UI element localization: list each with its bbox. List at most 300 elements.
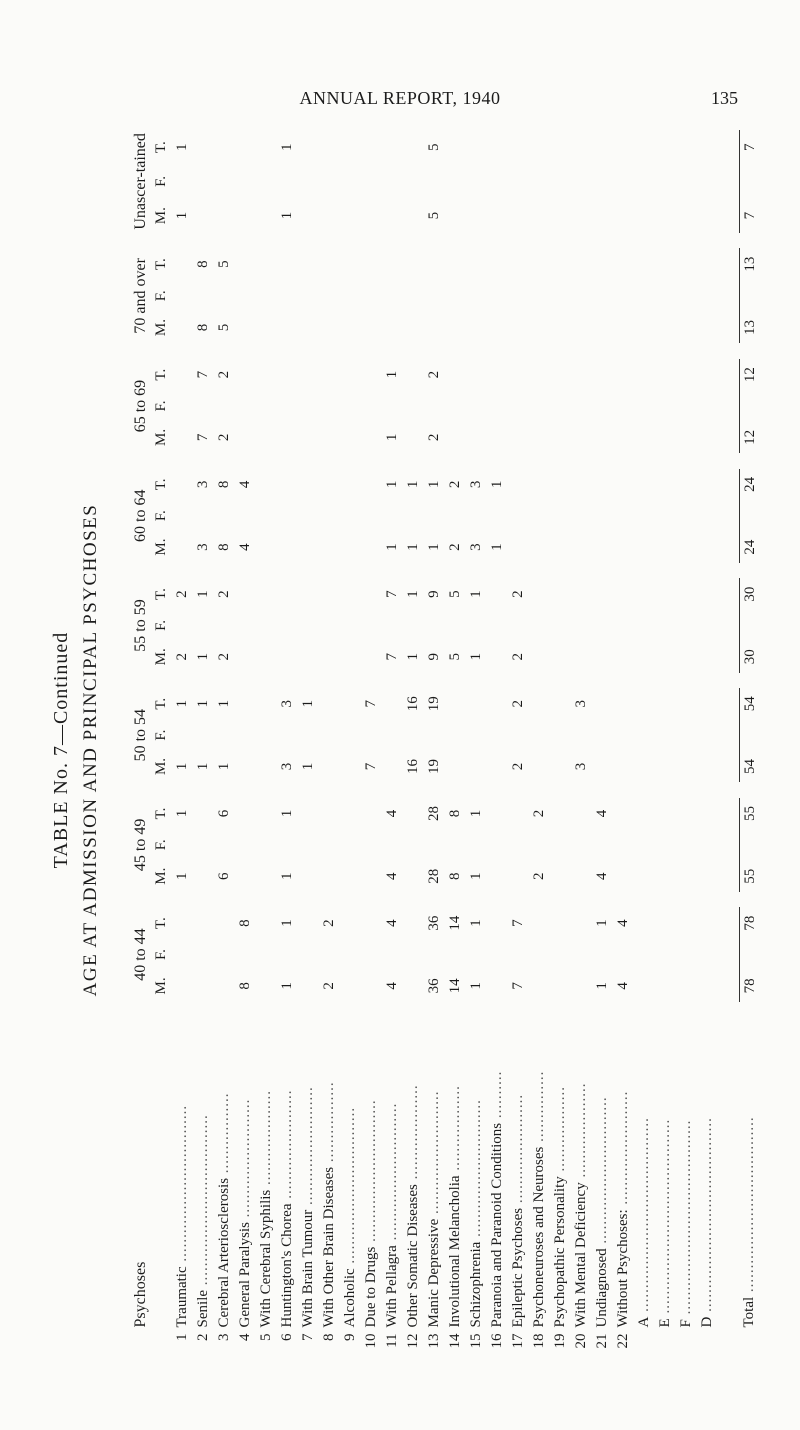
table-cell: [613, 719, 634, 750]
table-cell: [592, 578, 613, 609]
table-cell: 2: [216, 590, 232, 598]
table-cell: [235, 688, 256, 719]
table-cell: [592, 164, 613, 198]
sex-header: T.: [153, 917, 169, 930]
table-row: [403, 130, 424, 1360]
table-cell: [676, 719, 697, 750]
table-cell: [655, 688, 676, 719]
table-cell: [298, 970, 319, 1002]
table-cell: [529, 312, 550, 344]
row-label: With Cerebral Syphilis ....................: [258, 1090, 274, 1328]
table-cell: [445, 359, 466, 390]
table-cell: [340, 688, 361, 719]
table-cell: [676, 280, 697, 312]
table-cell: [298, 199, 319, 233]
table-cell: [676, 907, 697, 938]
table-cell: [676, 970, 697, 1002]
table-cell: [592, 688, 613, 719]
table-cell: [613, 860, 634, 892]
table-cell: 5: [216, 260, 232, 268]
table-cell: [424, 248, 445, 280]
table-cell: [172, 970, 193, 1002]
table-cell: [214, 939, 235, 970]
table-cell: [361, 248, 382, 280]
total-rule: [718, 130, 739, 1360]
table-cell: [172, 907, 193, 938]
table-cell: [319, 359, 340, 390]
table-cell: [319, 469, 340, 500]
table-cell: [445, 199, 466, 233]
table-cell: [529, 469, 550, 500]
table-cell: [340, 578, 361, 609]
total-cell: [739, 500, 761, 531]
table-cell: [298, 164, 319, 198]
table-cell: [319, 641, 340, 673]
table-cell: [214, 970, 235, 1002]
table-cell: 3: [573, 762, 589, 771]
table-cell: [214, 719, 235, 750]
table-cell: [298, 422, 319, 454]
table-cell: [529, 531, 550, 563]
table-cell: 4: [615, 919, 631, 927]
total-cell: 12: [741, 429, 758, 445]
table-cell: [172, 359, 193, 390]
row-number: [676, 1330, 697, 1360]
table-cell: [424, 610, 445, 641]
table-cell: [361, 829, 382, 860]
table-cell: [193, 939, 214, 970]
table-cell: [277, 829, 298, 860]
table-cell: [571, 641, 592, 673]
table-cell: [172, 312, 193, 344]
table-row: [235, 130, 256, 1360]
table-cell: 1: [384, 370, 400, 379]
table-cell: 1: [174, 211, 190, 220]
table-cell: 1: [468, 653, 484, 661]
table-row: [277, 130, 298, 1360]
table-cell: [361, 500, 382, 531]
table-cell: [277, 578, 298, 609]
table-cell: [445, 422, 466, 454]
table-cell: [361, 860, 382, 892]
table-cell: [235, 422, 256, 454]
total-cell: 7: [741, 211, 758, 220]
table-cell: [571, 164, 592, 198]
table-cell: [256, 860, 277, 892]
table-cell: [634, 578, 655, 609]
row-number: 9: [342, 1333, 358, 1341]
table-cell: [550, 578, 571, 609]
table-cell: [340, 907, 361, 938]
table-cell: [634, 939, 655, 970]
table-cell: 1: [174, 872, 190, 880]
total-cell: 7: [741, 143, 758, 151]
table-cell: [676, 500, 697, 531]
table-cell: [676, 939, 697, 970]
table-cell: [697, 164, 718, 198]
table-cell: 16: [405, 696, 421, 712]
table-cell: [466, 829, 487, 860]
table-cell: [592, 248, 613, 280]
table-cell: 4: [384, 809, 400, 818]
table-cell: [550, 390, 571, 421]
sex-header: M.: [153, 319, 169, 337]
table-cell: [655, 829, 676, 860]
table-cell: [361, 422, 382, 454]
row-label: Epileptic Psychoses .......................: [510, 1093, 526, 1328]
table-cell: [487, 970, 508, 1002]
table-cell: [697, 312, 718, 344]
table-cell: [508, 312, 529, 344]
table-cell: 8: [195, 260, 211, 268]
table-cell: [655, 359, 676, 390]
table-cell: 2: [216, 653, 232, 661]
table-cell: 4: [615, 982, 631, 990]
table-cell: [214, 280, 235, 312]
table-cell: [487, 907, 508, 938]
table-cell: [676, 798, 697, 829]
sex-header: T.: [153, 478, 169, 491]
table-row: [487, 130, 508, 1360]
table-cell: [592, 939, 613, 970]
sex-header: F.: [153, 949, 169, 960]
table-cell: [193, 164, 214, 198]
table-cell: [382, 199, 403, 233]
table-cell: [193, 199, 214, 233]
table-cell: 1: [405, 590, 421, 598]
table-cell: [634, 798, 655, 829]
table-cell: [487, 719, 508, 750]
table-cell: [550, 610, 571, 641]
table-cell: [613, 469, 634, 500]
table-cell: [634, 248, 655, 280]
table-cell: [613, 390, 634, 421]
table-cell: [424, 390, 445, 421]
table-cell: 1: [384, 543, 400, 551]
table-cell: [403, 907, 424, 938]
table-cell: 1: [216, 700, 232, 708]
table-cell: [550, 860, 571, 892]
table-cell: [634, 390, 655, 421]
table-cell: [277, 248, 298, 280]
table-cell: [319, 164, 340, 198]
table-cell: [403, 798, 424, 829]
table-cell: [235, 751, 256, 783]
table-row: [172, 130, 193, 1360]
table-cell: [697, 578, 718, 609]
sex-header: F.: [153, 839, 169, 851]
table-cell: 1: [489, 543, 505, 551]
table-body: [172, 130, 761, 1360]
table-cell: [235, 199, 256, 233]
table-cell: [340, 641, 361, 673]
total-cell: 24: [741, 476, 758, 492]
table-cell: [403, 970, 424, 1002]
row-label: Schizophrenia .............................: [468, 1099, 484, 1328]
table-cell: [697, 500, 718, 531]
table-cell: [256, 610, 277, 641]
table-cell: [676, 248, 697, 280]
table-cell: [676, 199, 697, 233]
table-cell: [277, 610, 298, 641]
row-number: [697, 1330, 718, 1360]
table-cell: [676, 422, 697, 454]
table-cell: [550, 719, 571, 750]
table-cell: 1: [174, 700, 190, 708]
table-cell: [403, 164, 424, 198]
table-cell: [634, 907, 655, 938]
table-cell: 1: [405, 480, 421, 489]
table-cell: [550, 970, 571, 1002]
table-cell: 3: [573, 700, 589, 708]
table-cell: [214, 164, 235, 198]
table-cell: 1: [594, 982, 610, 990]
table-cell: [655, 751, 676, 783]
table-cell: [277, 531, 298, 563]
age-group-header: 70 and over: [132, 258, 149, 334]
table-cell: [382, 719, 403, 750]
table-cell: [487, 422, 508, 454]
table-cell: [256, 164, 277, 198]
table-cell: [466, 688, 487, 719]
table-cell: [676, 359, 697, 390]
table-cell: [550, 248, 571, 280]
row-number: 22: [615, 1333, 631, 1349]
table-cell: [592, 500, 613, 531]
table-cell: [466, 199, 487, 233]
table-cell: 2: [426, 370, 442, 379]
table-cell: 1: [468, 982, 484, 990]
table-cell: [256, 751, 277, 783]
table-cell: [403, 860, 424, 892]
table-cell: [424, 312, 445, 344]
page-header: [0, 88, 800, 114]
table-cell: [655, 610, 676, 641]
table-cell: [403, 248, 424, 280]
table-row: [319, 130, 340, 1360]
table-cell: [550, 939, 571, 970]
table-cell: [382, 390, 403, 421]
table-cell: 2: [426, 433, 442, 442]
table-cell: [340, 531, 361, 563]
table-cell: [550, 280, 571, 312]
table-cell: [298, 390, 319, 421]
table-cell: 1: [216, 762, 232, 771]
table-cell: [487, 280, 508, 312]
table-cell: [571, 970, 592, 1002]
table-cell: [361, 719, 382, 750]
sex-header: F.: [153, 176, 169, 187]
table-cell: 5: [216, 323, 232, 332]
table-cell: [298, 641, 319, 673]
table-cell: 3: [468, 480, 484, 489]
table-cell: 2: [216, 370, 232, 379]
table-cell: [235, 248, 256, 280]
table-cell: [613, 280, 634, 312]
table-cell: [424, 719, 445, 750]
table-cell: [340, 751, 361, 783]
table-cell: [277, 280, 298, 312]
table-cell: [529, 199, 550, 233]
table-cell: [571, 359, 592, 390]
table-cell: 1: [279, 809, 295, 818]
table-cell: [697, 610, 718, 641]
table-cell: [550, 688, 571, 719]
table-cell: [403, 422, 424, 454]
row-number: 19: [552, 1333, 568, 1349]
table-cell: [655, 860, 676, 892]
table-cell: [676, 312, 697, 344]
table-cell: [403, 719, 424, 750]
table-cell: [277, 939, 298, 970]
table-cell: 7: [195, 370, 211, 379]
table-cell: [571, 798, 592, 829]
row-label: Traumatic .................................: [174, 1104, 190, 1328]
table-cell: [508, 829, 529, 860]
table-cell: [655, 199, 676, 233]
table-cell: [361, 164, 382, 198]
table-cell: [193, 970, 214, 1002]
table-cell: [550, 829, 571, 860]
table-cell: [235, 130, 256, 164]
table-cell: [298, 719, 319, 750]
table-cell: 7: [363, 762, 379, 771]
table-cell: [235, 500, 256, 531]
table-cell: 19: [426, 759, 442, 774]
table-cell: [655, 422, 676, 454]
table-cell: [697, 970, 718, 1002]
table-cell: [298, 798, 319, 829]
table-cell: [403, 312, 424, 344]
table-cell: 8: [216, 543, 232, 551]
table-cell: [697, 829, 718, 860]
table-cell: [697, 199, 718, 233]
table-cell: [235, 164, 256, 198]
table-cell: 1: [426, 480, 442, 489]
table-cell: [571, 500, 592, 531]
total-cell: 13: [741, 256, 758, 272]
table-cell: [571, 469, 592, 500]
age-group-header: 60 to 64: [132, 489, 149, 542]
table-cell: 1: [405, 653, 421, 661]
table-cell: [592, 199, 613, 233]
table-cell: [466, 280, 487, 312]
table-row: [655, 130, 676, 1360]
table-cell: [466, 164, 487, 198]
sex-header: T.: [153, 141, 169, 154]
table-cell: 2: [447, 543, 463, 551]
total-cell: 55: [741, 805, 758, 821]
table-cell: [550, 199, 571, 233]
row-label: Psychoneuroses and Neuroses ...............: [531, 1070, 547, 1328]
table-cell: [466, 610, 487, 641]
table-cell: [592, 422, 613, 454]
row-label: With Other Brain Diseases .................: [321, 1081, 337, 1328]
row-number: 18: [531, 1333, 547, 1349]
table-cell: [571, 312, 592, 344]
table-cell: [487, 688, 508, 719]
total-cell: 12: [741, 367, 758, 383]
table-cell: [256, 798, 277, 829]
table-cell: [319, 578, 340, 609]
total-cell: [739, 719, 761, 750]
total-label: Total .....................................: [741, 1116, 758, 1328]
table-cell: [361, 359, 382, 390]
table-cell: [256, 907, 277, 938]
table-cell: [550, 500, 571, 531]
table-cell: [697, 907, 718, 938]
table-title: TABLE No. 7—Continued: [50, 631, 72, 869]
table-cell: [172, 280, 193, 312]
table-cell: [487, 359, 508, 390]
table-cell: [256, 248, 277, 280]
table-cell: [256, 829, 277, 860]
table-cell: [613, 130, 634, 164]
table-cell: 7: [363, 700, 379, 708]
table-cell: [256, 578, 277, 609]
table-cell: [235, 390, 256, 421]
table-cell: [529, 280, 550, 312]
table-cell: [697, 280, 718, 312]
table-cell: [256, 688, 277, 719]
table-cell: [319, 829, 340, 860]
table-cell: [277, 719, 298, 750]
table-cell: [487, 248, 508, 280]
row-number: [634, 1330, 655, 1360]
table-cell: [613, 164, 634, 198]
table-cell: [256, 469, 277, 500]
table-cell: [676, 610, 697, 641]
table-cell: [466, 751, 487, 783]
table-cell: 1: [174, 762, 190, 771]
table-row: [445, 130, 466, 1360]
table-cell: [508, 798, 529, 829]
table-cell: 1: [195, 590, 211, 598]
table-cell: [634, 531, 655, 563]
table-cell: 1: [468, 919, 484, 927]
table-cell: [613, 610, 634, 641]
table-cell: [697, 531, 718, 563]
table-cell: [361, 610, 382, 641]
table-cell: [382, 610, 403, 641]
table-cell: [466, 359, 487, 390]
table-cell: [655, 248, 676, 280]
table-cell: 16: [405, 759, 421, 774]
table-cell: [508, 248, 529, 280]
table-cell: [277, 641, 298, 673]
table-cell: 3: [195, 480, 211, 489]
table-cell: [634, 610, 655, 641]
table-cell: [613, 641, 634, 673]
table-cell: [487, 500, 508, 531]
table-cell: [235, 312, 256, 344]
table-cell: [571, 719, 592, 750]
table-cell: [613, 829, 634, 860]
table-subtitle: AGE AT ADMISSION AND PRINCIPAL PSYCHOSES: [80, 503, 101, 997]
table-row: [340, 130, 361, 1360]
row-label: Paranoia and Paranoid Conditions ..........: [489, 1070, 505, 1328]
table-cell: [445, 500, 466, 531]
table-cell: [256, 422, 277, 454]
table-cell: [445, 164, 466, 198]
table-cell: [214, 500, 235, 531]
table-cell: 2: [321, 919, 337, 927]
table-cell: [508, 610, 529, 641]
table-cell: 1: [195, 653, 211, 661]
table-cell: [319, 719, 340, 750]
row-label: Cerebral Arteriosclerosis .................: [216, 1092, 232, 1328]
table-cell: [550, 798, 571, 829]
